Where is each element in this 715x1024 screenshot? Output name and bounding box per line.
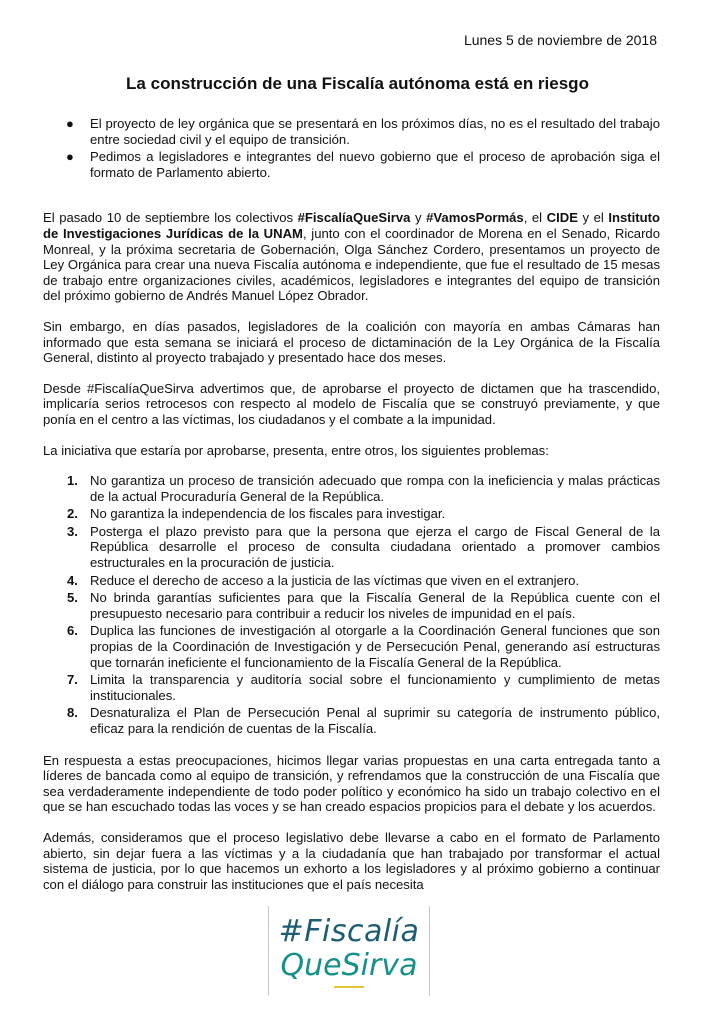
problem-item	[43, 473, 660, 504]
problem-item	[43, 590, 660, 621]
document-title: La construcción de una Fiscalía autónoma está en riesgo	[126, 74, 589, 93]
problem-item	[43, 506, 660, 522]
paragraph: Desde #FiscalíaQueSirva advertimos que, de aprobarse el proyecto de dictamen que ha trascendido, implicaría serios retrocesos con respecto al modelo de Fiscalía que se construyó previamente, y que ponía en el centro a las víctimas, los ciudadanos y el combate a la impunidad.	[43, 380, 660, 427]
logo-accent-bar	[334, 986, 364, 988]
problem-number: 6.	[67, 623, 78, 639]
org-iij-unam: Instituto de Investigaciones Jurídicas de la UNAM	[43, 210, 660, 241]
text-run: y	[410, 210, 427, 226]
problem-number: 8.	[67, 705, 78, 721]
paragraph: En respuesta a estas preocupaciones, hicimos llegar varias propuestas en una carta entregada tanto a líderes de bancada como al equipo de transición, y refrendamos que la construcción de una Fiscalía que sea verdaderamente independiente de todo poder político y económico ha sido un trabajo colectivo en el que se han escuchado todas las voces y se han creado espacios propicios para el debate y los acuerdos.	[43, 752, 660, 815]
problem-number: 3.	[67, 523, 78, 539]
problem-number: 1.	[67, 473, 78, 489]
problem-text: Posterga el plazo previsto para que la persona que ejerza el cargo de Fiscal General de la República desarrolle el proceso de consulta ciudadana orientado a promover cambios estructurales en la procuración de justicia.	[90, 523, 660, 571]
bullet-icon: ●	[66, 116, 74, 131]
hashtag-vamos-por-mas: #VamosPormás	[426, 210, 524, 226]
problem-text: No garantiza un proceso de transición adecuado que rompa con la ineficiencia y malas prácticas de la actual Procuraduría General de la República.	[90, 473, 660, 504]
logo-line-1: #Fiscalía	[278, 914, 420, 949]
problem-text: No garantiza la independencia de los fiscales para investigar.	[90, 506, 446, 522]
document-body	[43, 116, 660, 907]
problem-text: Desnaturaliza el Plan de Persecución Penal al suprimir su categoría de instrumento público, eficaz para la rendición de cuentas de la Fiscalía.	[90, 705, 660, 736]
summary-bullet-text: El proyecto de ley orgánica que se presentará en los próximos días, no es el resultado del trabajo entre sociedad civil y el equipo de transición.	[90, 116, 660, 147]
text-run: El pasado 10 de septiembre los colectivos	[43, 210, 298, 226]
document-date: Lunes 5 de noviembre de 2018	[463, 32, 657, 48]
problem-number: 2.	[67, 506, 78, 522]
summary-bullet-list	[43, 116, 660, 180]
bullet-icon: ●	[66, 149, 74, 165]
paragraph-closing: Además, consideramos que el proceso legislativo debe llevarse a cabo en el formato de Parlamento abierto, sin dejar fuera a las víctimas y a la ciudadanía que han trabajado por transformar el actual sistema de justicia, por lo que hacemos un exhorto a los legisladores y al próximo gobierno a continuar con el diálogo para construir las instituciones que el país necesita	[43, 829, 660, 892]
text-run: , junto con el coordinador de Morena en el Senado, Ricardo Monreal, y la próxima secretaria de Gobernación, Olga Sánchez Cordero, presentamos un proyecto de Ley Orgánica para crear una nueva Fiscalía autónoma e independiente, que fue el resultado de 15 mesas de trabajo entre organizaciones civiles, académicos, legisladores e integrantes del equipo de transición del próximo gobierno de Andrés Manuel López Obrador.	[43, 225, 661, 304]
problem-number: 4.	[67, 572, 78, 588]
logo-line-2: QueSirva	[280, 948, 418, 983]
problem-number: 7.	[67, 672, 78, 688]
problem-item	[43, 524, 660, 571]
org-cide: CIDE	[546, 210, 578, 226]
problem-item	[43, 672, 660, 703]
text-run: y el	[577, 210, 609, 226]
paragraph: Sin embargo, en días pasados, legisladores de la coalición con mayoría en ambas Cámaras han informado que esta semana se iniciará el proceso de dictaminación de la Ley Orgánica de la Fiscalía General, distinto al proyecto trabajado y presentado hace dos meses.	[43, 318, 660, 366]
problem-item	[43, 573, 660, 589]
problem-text: Duplica las funciones de investigación al otorgarle a la Coordinación General funciones que son propias de la Coordinación de Investigación y de Persecución Penal, generando así estructuras que tornarán ineficiente el funcionamiento de la Fiscalía General de la República.	[90, 623, 660, 670]
summary-bullet	[43, 116, 660, 147]
problem-item	[43, 705, 660, 736]
problems-list	[43, 473, 660, 737]
hashtag-fiscalia-que-sirva: #FiscalíaQueSirva	[297, 210, 411, 226]
problem-text: No brinda garantías suficientes para que la Fiscalía General de la República cuente con el presupuesto necesario para contribuir a reducir los niveles de impunidad en el país.	[90, 590, 660, 621]
paragraph-problems-intro: La iniciativa que estaría por aprobarse, presenta, entre otros, los siguientes problemas:	[43, 442, 549, 458]
problem-number: 5.	[67, 590, 78, 606]
problem-item	[43, 623, 660, 670]
problem-text: Reduce el derecho de acceso a la justicia de las víctimas que viven en el extranjero.	[90, 572, 580, 588]
text-run: , el	[523, 210, 547, 226]
problem-text: Limita la transparencia y auditoría social sobre el funcionamiento y cumplimiento de metas institucionales.	[90, 672, 660, 703]
summary-bullet-text: Pedimos a legisladores e integrantes del nuevo gobierno que el proceso de aprobación siga el formato de Parlamento abierto.	[90, 149, 660, 180]
fiscalia-que-sirva-logo	[268, 906, 430, 996]
paragraph-intro	[43, 210, 660, 304]
summary-bullet	[43, 149, 660, 180]
